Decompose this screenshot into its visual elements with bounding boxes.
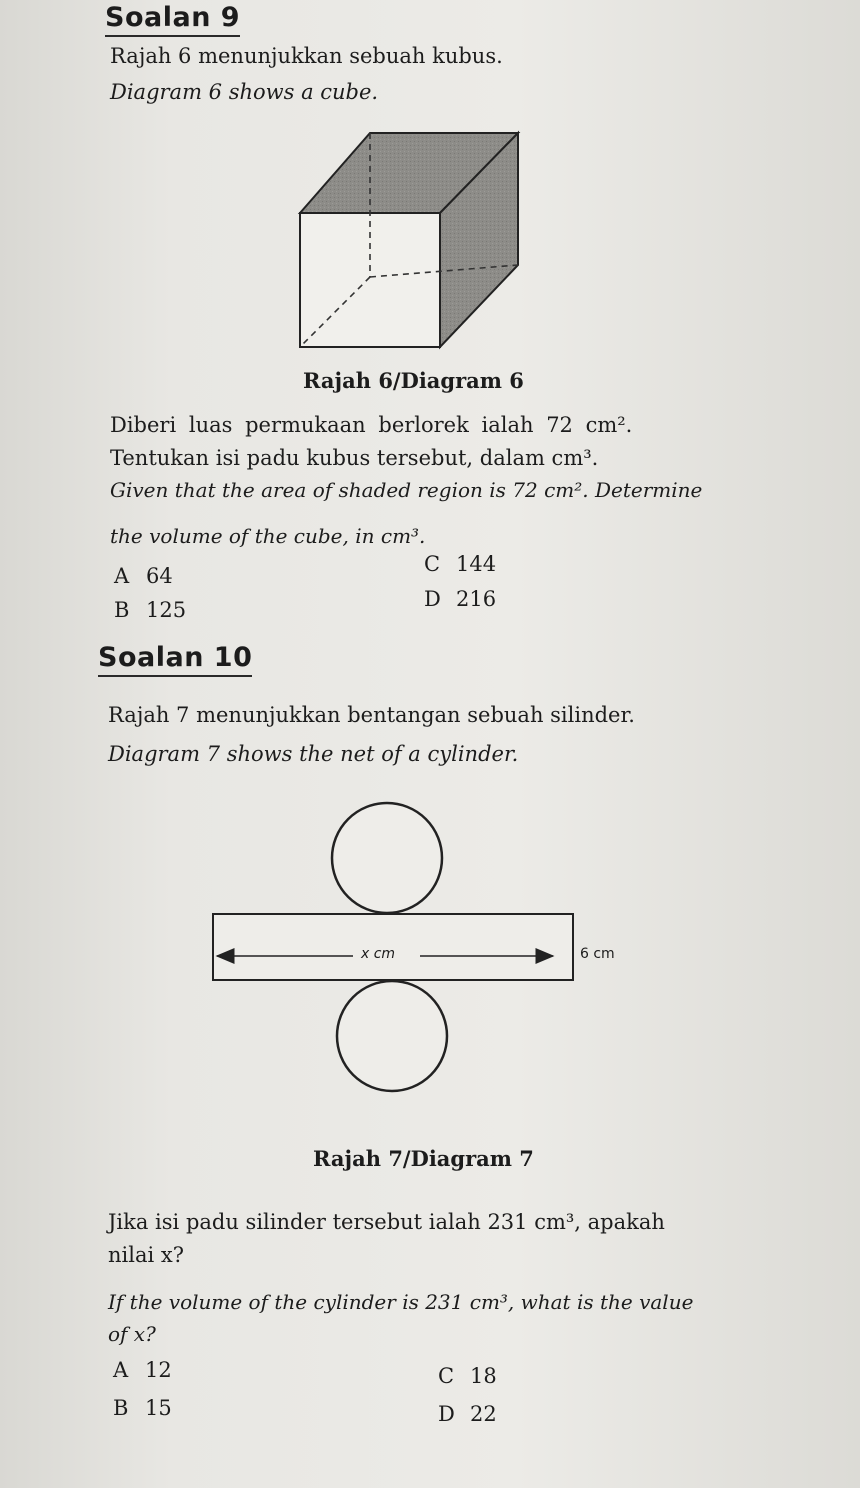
- q9-option-b[interactable]: B 125: [114, 598, 187, 622]
- q10-text-english-line2: of x?: [108, 1322, 156, 1346]
- q9-option-a[interactable]: A 64: [114, 564, 173, 588]
- q10-intro-malay: Rajah 7 menunjukkan bentangan sebuah silinder.: [108, 703, 635, 727]
- q10-option-b[interactable]: B 15: [113, 1396, 172, 1420]
- q9-option-d[interactable]: D 216: [424, 587, 497, 611]
- q10-text-malay-line2: nilai x?: [108, 1243, 184, 1267]
- diagram-6-caption: Rajah 6/Diagram 6: [303, 368, 524, 393]
- cylinder-bottom-circle: [337, 981, 447, 1091]
- q10-intro-english: Diagram 7 shows the net of a cylinder.: [108, 742, 519, 766]
- cube-diagram: [290, 125, 530, 360]
- q9-intro-malay: Rajah 6 menunjukkan sebuah kubus.: [110, 44, 503, 68]
- q10-option-c[interactable]: C 18: [438, 1364, 497, 1388]
- q9-option-c[interactable]: C 144: [424, 552, 497, 576]
- q10-option-d[interactable]: D 22: [438, 1402, 497, 1426]
- q9-text-english-line2: the volume of the cube, in cm³.: [110, 524, 426, 548]
- q9-intro-english: Diagram 6 shows a cube.: [110, 80, 379, 104]
- length-label: x cm: [361, 946, 396, 962]
- diagram-7-caption: Rajah 7/Diagram 7: [313, 1146, 534, 1171]
- q9-text-malay-line2: Tentukan isi padu kubus tersebut, dalam cm³.: [110, 446, 599, 470]
- cylinder-top-circle: [332, 803, 442, 913]
- height-label: 6 cm: [580, 946, 615, 962]
- q10-text-malay-line1: Jika isi padu silinder tersebut ialah 231 cm³, apakah: [108, 1210, 665, 1234]
- q9-text-malay-line1: Diberi luas permukaan berlorek ialah 72 cm².: [110, 413, 633, 437]
- question-10-heading: Soalan 10: [98, 642, 252, 677]
- q9-text-english-line1: Given that the area of shaded region is 72 cm². Determine: [110, 478, 703, 502]
- cylinder-net-diagram: [205, 800, 585, 1130]
- q10-text-english-line1: If the volume of the cylinder is 231 cm³, what is the value: [108, 1290, 694, 1314]
- q10-option-a[interactable]: A 12: [113, 1358, 172, 1382]
- question-9-heading: Soalan 9: [105, 2, 240, 37]
